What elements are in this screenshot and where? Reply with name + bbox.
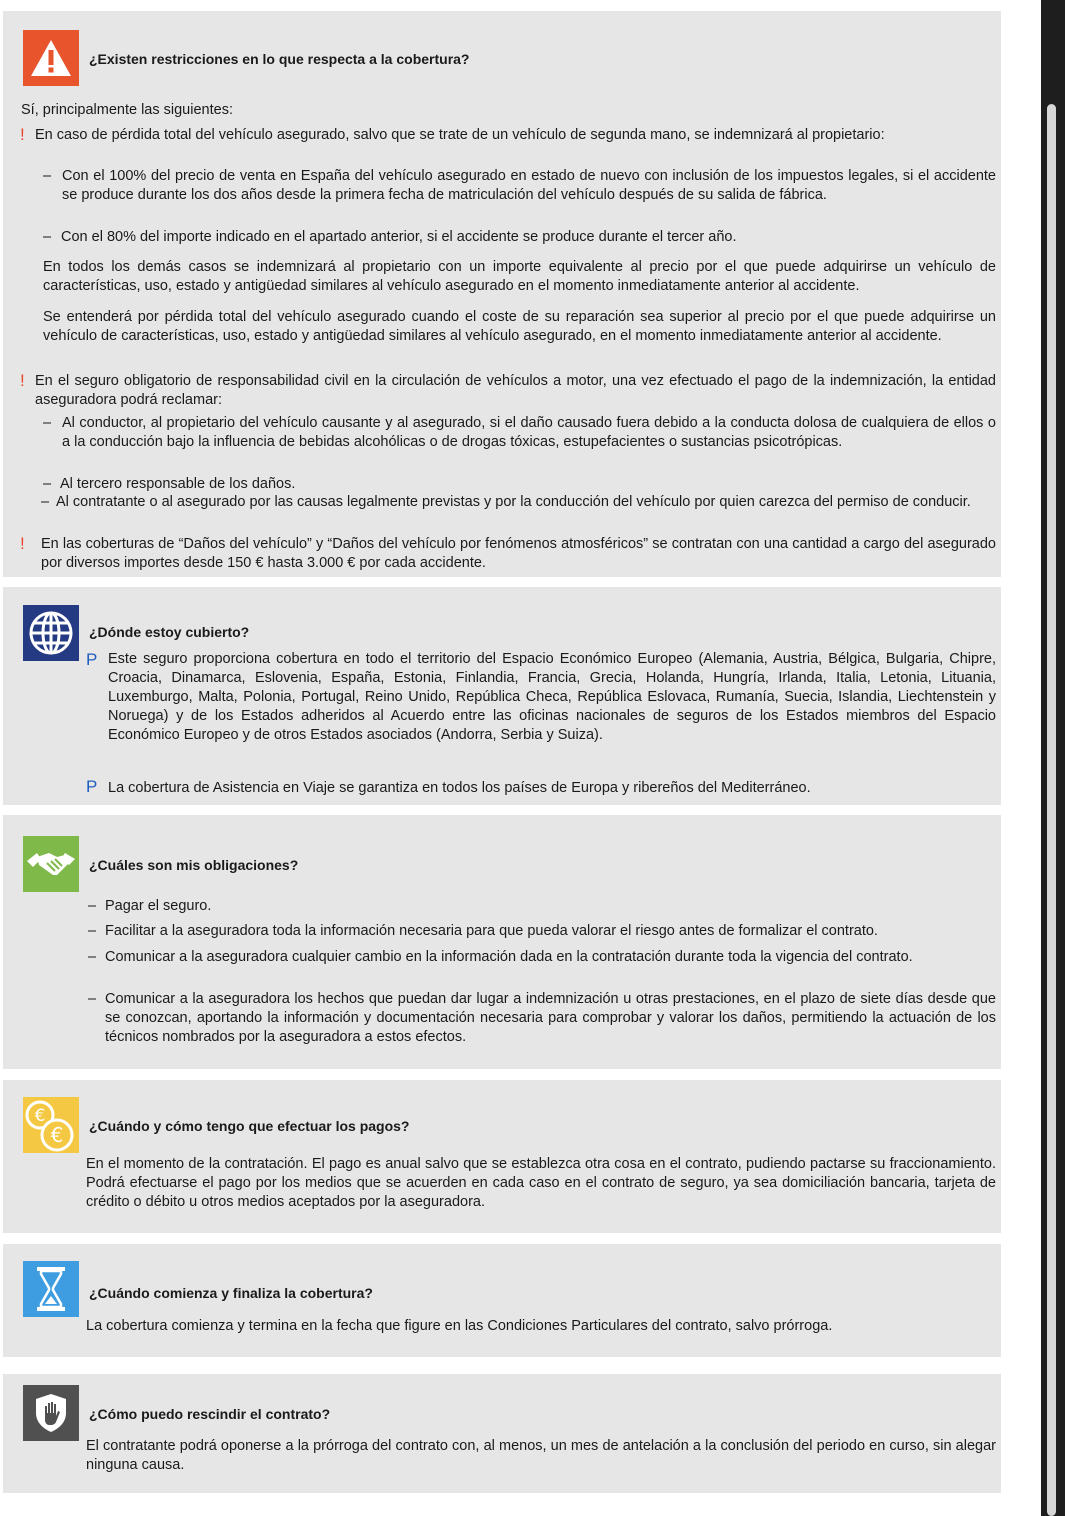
obligation-item-4: Comunicar a la aseguradora los hechos que puedan dar lugar a indemnización u otras prestaciones, en el plazo de siete días desde que se conozcan, aportando la información y documentación necesaria para comprobar y valorar los daños, permitiendo la actuación de los técnicos nombrados por la aseguradora a estos efectos.	[105, 991, 996, 1045]
globe-icon	[23, 605, 79, 661]
restrictions-title: ¿Existen restricciones en lo que respecta a la cobertura?	[89, 51, 470, 67]
obligations-title: ¿Cuáles son mis obligaciones?	[89, 857, 299, 873]
euro-coins-icon	[23, 1097, 79, 1153]
restriction-item-2-sub-2: Al tercero responsable de los daños.	[60, 476, 296, 492]
dash-marker: –	[43, 415, 52, 431]
exclamation-marker: !	[20, 125, 25, 144]
dash-marker: –	[88, 949, 97, 965]
restriction-item-1-para-2: Se entenderá por pérdida total del vehículo asegurado cuando el coste de su reparación sea superior al precio por el que puede adquirirse un vehículo de características, uso, estado y antigüedad similares al vehículo asegurado, en el momento inmediatamente anterior al accidente.	[43, 309, 996, 344]
exclamation-marker: !	[20, 371, 25, 390]
restriction-item-2: En el seguro obligatorio de responsabilidad civil en la circulación de vehículos a motor, una vez efectuado el pago de la indemnización, la entidad aseguradora podrá reclamar:	[35, 373, 996, 408]
warning-icon	[23, 30, 79, 86]
section-coverage-period	[3, 1244, 1001, 1357]
dash-marker: –	[88, 898, 97, 914]
section-restrictions	[3, 11, 1001, 577]
section-cancellation	[3, 1374, 1001, 1493]
section-obligations	[3, 815, 1001, 1069]
period-text: La cobertura comienza y termina en la fecha que figure en las Condiciones Particulares del contrato, salvo prórroga.	[86, 1318, 833, 1334]
payments-title: ¿Cuándo y cómo tengo que efectuar los pagos?	[89, 1118, 410, 1134]
restriction-item-1: En caso de pérdida total del vehículo asegurado, salvo que se trate de un vehículo de segunda mano, se indemnizará al propietario:	[35, 127, 885, 143]
restriction-item-2-sub-1: Al conductor, al propietario del vehículo causante y al asegurado, si el daño causado fuera debido a la conducta dolosa de cualquiera de ellos o a la conducción bajo la influencia de bebidas alcohólicas o de drogas tóxicas, estupefacientes o sustancias psicotrópicas.	[62, 415, 996, 450]
payments-text: En el momento de la contratación. El pago es anual salvo que se establezca otra cosa en el contrato, pudiendo pactarse su fraccionamiento. Podrá efectuarse el pago por los medios que se acuerden en cada caso en el contrato de seguro, ya sea domiciliación bancaria, tarjeta de crédito o débito u otros medios aceptados por la aseguradora.	[86, 1156, 996, 1210]
cancel-title: ¿Cómo puedo rescindir el contrato?	[89, 1406, 331, 1422]
scrollbar-thumb[interactable]	[1047, 104, 1056, 1516]
dash-marker: –	[43, 229, 52, 245]
where-title: ¿Dónde estoy cubierto?	[89, 624, 250, 640]
dash-marker: –	[43, 168, 52, 184]
check-marker: P	[86, 650, 98, 669]
dash-marker: –	[41, 494, 50, 510]
restriction-item-1-sub-1: Con el 100% del precio de venta en España del vehículo asegurado en estado de nuevo con inclusión de los impuestos legales, si el accidente se produce durante los dos años desde la primera fecha de matriculación del vehículo después de su salida de fábrica.	[62, 168, 996, 203]
exclamation-marker: !	[20, 534, 25, 553]
cancel-text: El contratante podrá oponerse a la prórroga del contrato con, al menos, un mes de antelación a la conclusión del periodo en curso, sin alegar ninguna causa.	[86, 1438, 996, 1473]
section-where-covered	[3, 587, 1001, 805]
svg-text:€: €	[34, 1106, 46, 1126]
section-payments	[3, 1080, 1001, 1233]
dash-marker: –	[43, 476, 52, 492]
obligation-item-2: Facilitar a la aseguradora toda la información necesaria para que pueda valorar el riesgo antes de formalizar el contrato.	[105, 923, 878, 939]
restriction-item-3: En las coberturas de “Daños del vehículo” y “Daños del vehículo por fenómenos atmosféricos” se contratan con una cantidad a cargo del asegurado por diversos importes desde 150 € hasta 3.000 € por cada accidente.	[41, 536, 996, 571]
dash-marker: –	[88, 923, 97, 939]
svg-text:€: €	[50, 1123, 64, 1147]
handshake-icon	[23, 836, 79, 892]
restrictions-intro: Sí, principalmente las siguientes:	[21, 102, 233, 118]
obligation-item-3: Comunicar a la aseguradora cualquier cambio en la información dada en la contratación durante toda la vigencia del contrato.	[105, 949, 913, 965]
where-item-1: Este seguro proporciona cobertura en todo el territorio del Espacio Económico Europeo (Alemania, Austria, Bélgica, Bulgaria, Chipre, Croacia, Dinamarca, Eslovenia, España, Estonia, Finlandia, Francia, Grecia, Holanda, Hungría, Irlanda, Italia, Letonia, Lituania, Luxemburgo, Malta, Polonia, Portugal, Reino Unido, República Checa, República Eslovaca, Rumanía, Suecia, Islandia, Liechtenstein y Noruega) y de los Estados adheridos al Acuerdo entre las oficinas nacionales de seguros de los Estados miembros del Espacio Económico Europeo y de otros Estados asociados (Andorra, Serbia y Suiza).	[108, 651, 996, 743]
shield-hand-icon	[23, 1385, 79, 1441]
restriction-item-2-sub-3: Al contratante o al asegurado por las causas legalmente previstas y por la conducción del vehículo por quien carezca del permiso de conducir.	[56, 494, 971, 510]
dash-marker: –	[88, 991, 97, 1007]
where-item-2: La cobertura de Asistencia en Viaje se garantiza en todos los países de Europa y ribereños del Mediterráneo.	[108, 780, 811, 796]
check-marker: P	[86, 777, 98, 796]
period-title: ¿Cuándo comienza y finaliza la cobertura?	[89, 1285, 373, 1301]
restriction-item-1-para-1: En todos los demás casos se indemnizará al propietario con un importe equivalente al precio por el que puede adquirirse un vehículo de características, uso, estado y antigüedad similares al vehículo asegurado en el momento inmediatamente anterior al accidente.	[43, 259, 996, 294]
hourglass-icon	[23, 1261, 79, 1317]
obligation-item-1: Pagar el seguro.	[105, 898, 212, 914]
restriction-item-1-sub-2: Con el 80% del importe indicado en el apartado anterior, si el accidente se produce durante el tercer año.	[61, 229, 737, 245]
